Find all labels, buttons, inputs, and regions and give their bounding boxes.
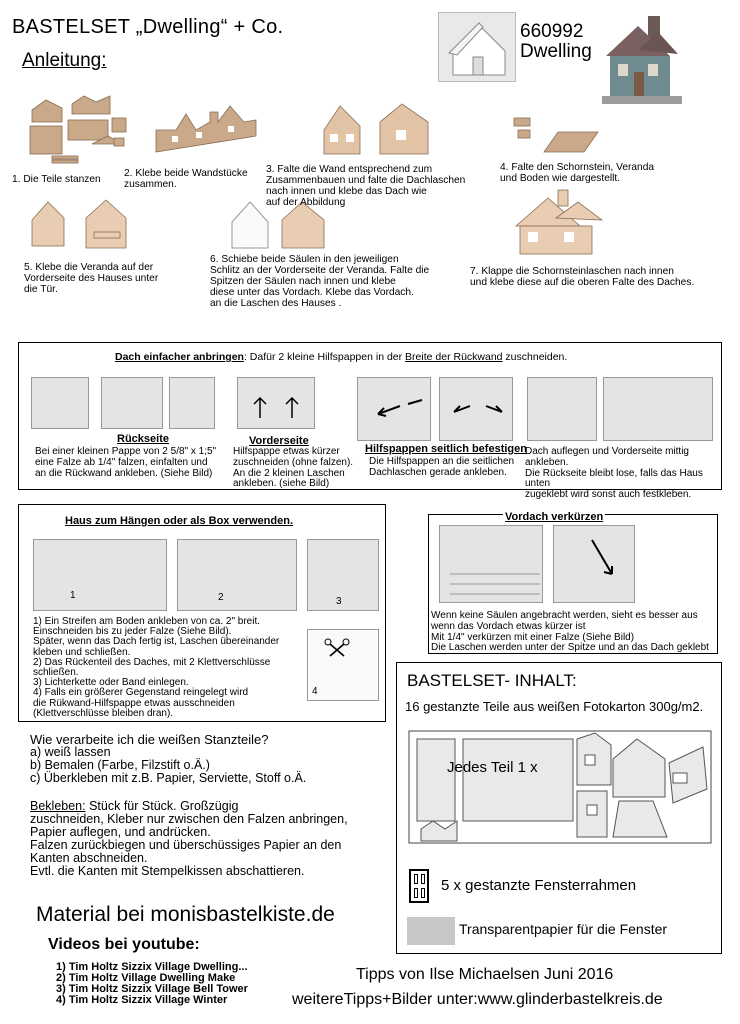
down-arrow-icon — [554, 526, 636, 604]
videos-title: Videos bei youtube: — [48, 936, 200, 953]
hanging-text: 1) Ein Streifen am Boden ankleben von ca. 2" breit. Einschneiden bis zu jeder Falze (Siehe Bild). Später, wenn das Dach fertig ist, Laschen übereinander kleben und schließen. 2) Das Rückenteil des Daches, mit 2 Klettverschlüsse schließen. 3) Lichterkette oder Band einlegen. 4) Falls ein größerer Gegenstand reingelegt wird die Rükwand-Hilfspappe etwas ausschneiden (Klettverschlüsse bleiben dran). — [33, 616, 280, 719]
step-4-caption: 4. Falte den Schornstein, Veranda und Boden wie dargestellt. — [500, 162, 655, 184]
tips-credit: Tipps von Ilse Michaelsen Juni 2016 — [356, 966, 614, 983]
step5-porch-image — [24, 196, 132, 254]
photo-number-4: 4 — [312, 686, 318, 697]
instructions-heading: Anleitung: — [22, 50, 107, 71]
roof-attach-title-end: zuschneiden. — [502, 351, 568, 363]
side-arrows-icon-2 — [440, 378, 514, 442]
dach-text: Dach auflegen und Vorderseite mittig ankleben. Die Rückseite bleibt lose, falls das Haus unten zugeklebt wird sonst auch festkleben. — [525, 446, 703, 501]
window-frame-icon — [409, 869, 429, 903]
roof-attach-title-main: Dach einfacher anbringen — [115, 351, 244, 363]
vorderseite-label: Vorderseite — [249, 435, 309, 447]
vorderseite-photo — [237, 377, 315, 429]
step-1-caption: 1. Die Teile stanzen — [12, 174, 101, 185]
hilfspappen-photo-2 — [439, 377, 513, 441]
processing-options: a) weiß lassen b) Bemalen (Farbe, Filzstift o.Ä.) c) Überkleben mit z.B. Papier, Serviette, Stoff o.Ä. — [30, 745, 307, 785]
step7-finished-image — [508, 186, 608, 260]
porch-shorten-box — [428, 511, 718, 654]
hilfspappen-photo-1 — [357, 377, 431, 441]
roof-attach-title-width: Breite der Rückwand — [405, 351, 503, 363]
roof-attach-box — [18, 342, 722, 501]
processing-question: Wie verarbeite ich die weißen Stanzteile? — [30, 732, 269, 747]
step-2-caption: 2. Klebe beide Wandstücke zusammen. — [124, 168, 248, 190]
step4-chimney-image — [508, 108, 604, 162]
rueckseite-photo-3 — [169, 377, 215, 429]
contents-frames: 5 x gestanzte Fensterrahmen — [441, 877, 637, 894]
photo-number-2: 2 — [218, 592, 224, 603]
porch-shorten-title: Vordach verkürzen — [505, 511, 604, 523]
step1-pieces-image — [22, 92, 142, 164]
product-photo-dwelling — [598, 10, 686, 110]
roof-attach-title-rest: : Dafür 2 kleine Hilfspappen in der — [243, 351, 406, 363]
product-code: 660992 — [520, 21, 584, 42]
product-name: Dwelling — [520, 41, 592, 62]
more-tips-link[interactable]: weitereTipps+Bilder unter:www.glinderbastelkreis.de — [292, 991, 663, 1008]
material-link[interactable]: Material bei monisbastelkiste.de — [36, 903, 335, 926]
contents-transparent: Transparentpapier für die Fenster — [459, 921, 668, 937]
photo-number-3: 3 — [336, 596, 342, 607]
roof-photo-2 — [603, 377, 713, 441]
hanging-photo-3 — [307, 539, 379, 611]
contents-title: BASTELSET- INHALT: — [407, 671, 577, 690]
contents-box — [396, 662, 722, 954]
contents-pieces: 16 gestanzte Teile aus weißen Fotokarton 300g/m2. — [405, 699, 704, 714]
rueckseite-text: Bei einer kleinen Pappe von 2 5/8" x 1;5" eine Falze ab 1/4" falzen, einfalten und an die Rückwand ankleben. (Siehe Bild) — [35, 446, 217, 479]
step-3-caption: 3. Falte die Wand entsprechend zum Zusammenbauen und falte die Dachlaschen nach innen und klebe das Dach wie auf der Abbildung — [266, 164, 466, 208]
porch-photo-1 — [439, 525, 543, 603]
step2-wall-image — [152, 92, 262, 156]
hilfspappen-label: Hilfspappen seitlich befestigen — [365, 443, 527, 455]
photo-number-1: 1 — [70, 590, 76, 601]
page-title: BASTELSET „Dwelling“ + Co. — [12, 16, 284, 38]
roof-photo-1 — [527, 377, 597, 441]
hanging-photo-4 — [307, 629, 379, 701]
step-5-caption: 5. Klebe die Veranda auf der Vorderseite des Hauses unter die Tür. — [24, 262, 159, 295]
rueckseite-label: Rückseite — [117, 433, 169, 445]
bekleben-block — [30, 800, 348, 878]
roof-attach-title — [115, 351, 567, 363]
up-arrow-icon — [238, 378, 316, 430]
hanging-photo-2 — [177, 539, 297, 611]
step3-fold-image — [316, 100, 458, 160]
dwelling-house-icon — [598, 10, 686, 110]
white-house-icon — [439, 13, 517, 83]
product-code-block — [520, 22, 592, 62]
hanging-box-title: Haus zum Hängen oder als Box verwenden. — [65, 515, 294, 527]
videos-list: 1) Tim Holtz Sizzix Village Dwelling... 2) Tim Holtz Village Dwelling Make 3) Tim Holtz Sizzix Village Bell Tower 4) Tim Holtz Sizzix Village Winter — [56, 961, 248, 1006]
rueckseite-photo-2 — [101, 377, 163, 429]
bekleben-text: Stück für Stück. Großzügig zuschneiden, Kleber nur zwischen den Falzen anbringen, Papier auflegen, und andrücken. Falzen zurückbiegen und überschüssiges Papier an den Kanten abschneiden. Evtl. die Kanten mit Stempelkissen abschattieren. — [30, 799, 348, 878]
porch-shorten-text: Wenn keine Säulen angebracht werden, sieht es besser aus wenn das Vordach etwas kürzer ist Mit 1/4" verkürzen mit einer Falze (Siehe Bild) Die Laschen werden unter der Spitze und an das Dach geklebt — [431, 610, 709, 654]
hilfspappen-text: Die Hilfspappen an die seitlichen Dachlaschen gerade ankleben. — [369, 456, 515, 478]
bekleben-label: Bekleben: — [30, 799, 86, 813]
porch-grid-icon — [440, 526, 544, 604]
contents-each: Jedes Teil 1 x — [447, 759, 538, 776]
step-7-caption: 7. Klappe die Schornsteinlaschen nach innen und klebe diese auf die oberen Falte des Daches. — [470, 266, 695, 288]
product-photo-white-house — [438, 12, 516, 82]
die-cut-sheet-diagram — [407, 729, 717, 849]
vorderseite-text: Hilfspappe etwas kürzer zuschneiden (ohne falzen). An die 2 kleinen Laschen ankleben. (siehe Bild) — [233, 446, 354, 490]
scissors-icon — [308, 630, 380, 702]
side-arrows-icon — [358, 378, 432, 442]
hanging-photo-1 — [33, 539, 167, 611]
transparent-swatch — [407, 917, 455, 945]
hanging-box — [18, 504, 386, 722]
rueckseite-photo-1 — [31, 377, 89, 429]
porch-photo-2 — [553, 525, 635, 603]
step-6-caption: 6. Schiebe beide Säulen in den jeweiligen Schlitz an der Vorderseite der Veranda. Falte die Spitzen der Säulen nach innen und klebe diese unter das Vordach. Klebe das Vordach. an die Laschen des Hauses . — [210, 254, 430, 309]
